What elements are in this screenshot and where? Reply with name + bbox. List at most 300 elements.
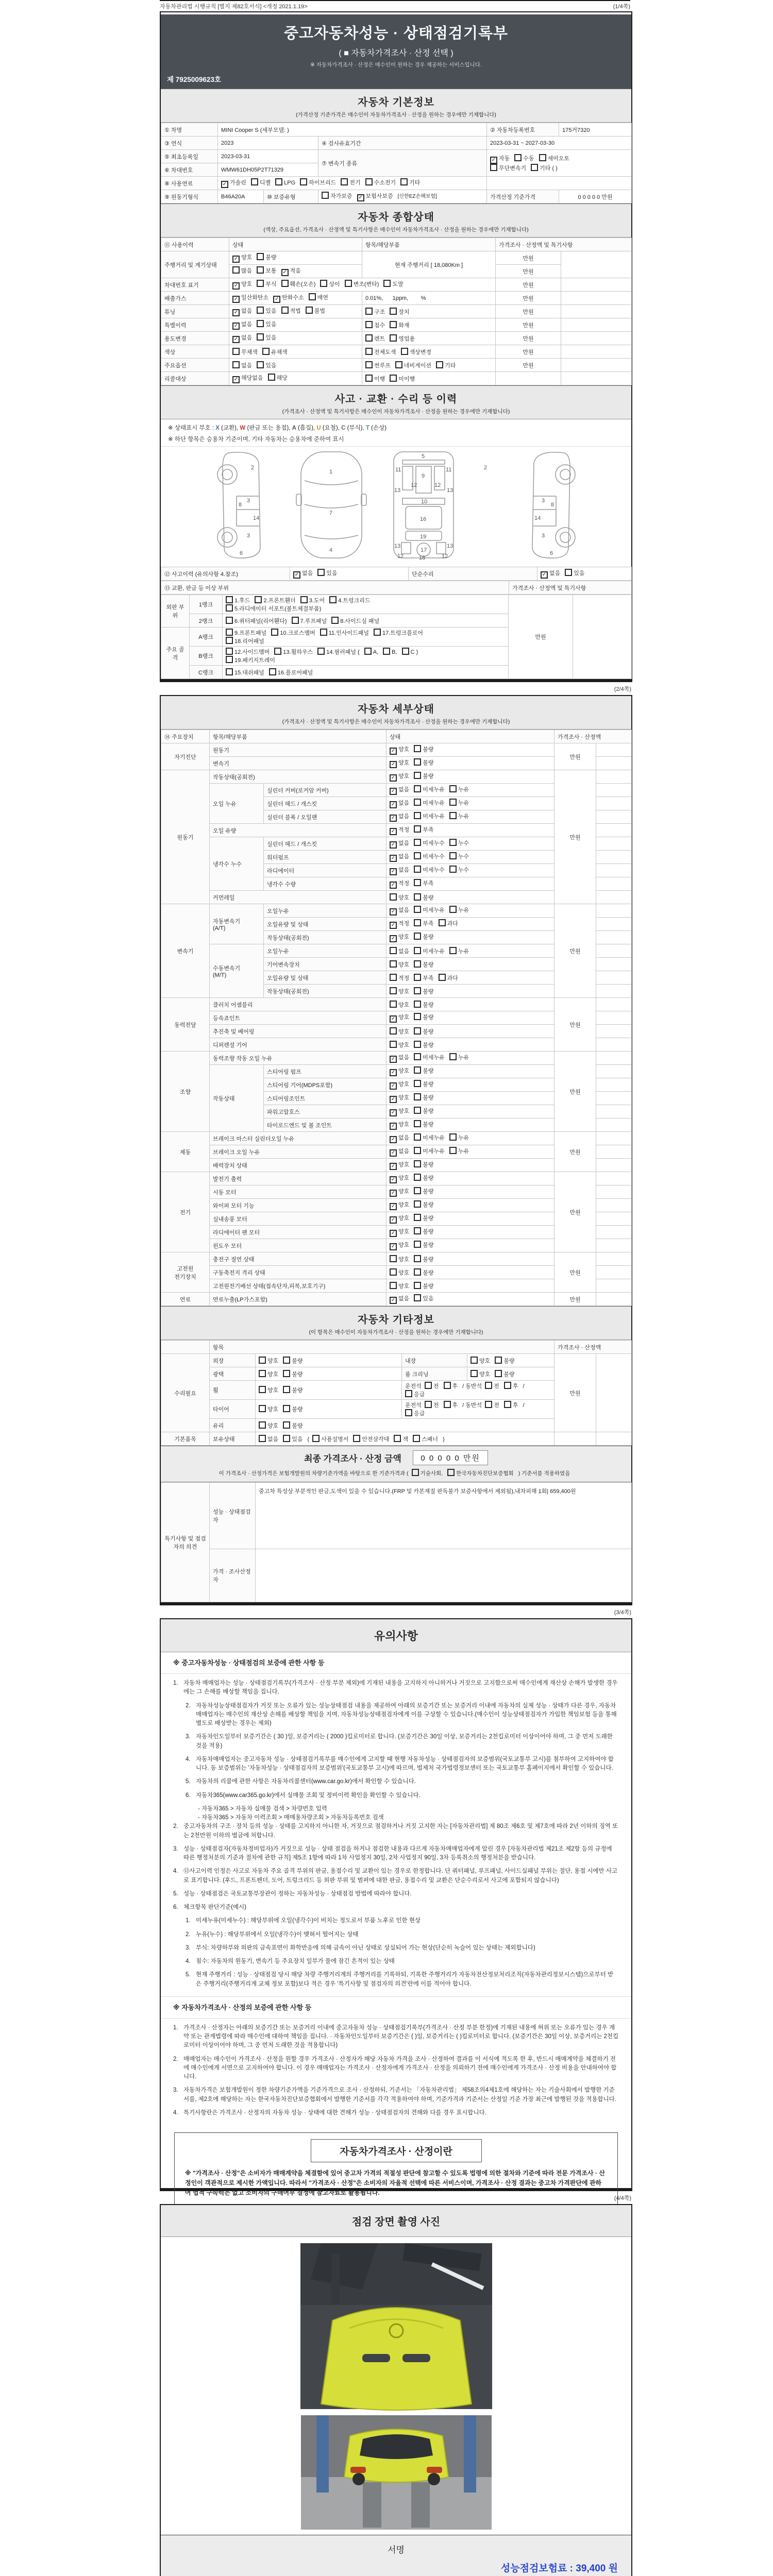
checkbox-checked-icon: ✓: [232, 336, 240, 343]
checkbox-label: 4.트렁크리드: [338, 598, 371, 604]
checkbox-icon: [268, 374, 275, 381]
checkbox-icon: [470, 1370, 478, 1377]
checkbox-icon: [414, 866, 421, 873]
checkbox-option: [414, 839, 445, 847]
checkbox-option: [232, 307, 252, 316]
etc-item-header: 항목: [210, 1341, 554, 1354]
table-row: [161, 238, 632, 251]
item-sub-label: 오일유량 및 상태: [264, 918, 386, 931]
item-sub-label: 오일누유: [264, 944, 386, 958]
legend-desc: (판금 또는 용접),: [245, 425, 292, 431]
checkbox-option: [414, 1160, 433, 1168]
check-group: [390, 1093, 439, 1103]
state-checks: [386, 864, 554, 877]
row-label: 리콜대상: [161, 372, 229, 385]
item-label: 추진축 및 베어링: [210, 1025, 386, 1038]
reg-no-value: 175거7320: [559, 123, 632, 137]
cell-text: /: [523, 1402, 525, 1409]
basic-info-table: [161, 123, 632, 204]
checkbox-icon: [283, 1370, 290, 1377]
checkbox-label: 9.프론트패널: [234, 630, 267, 636]
device-group-label: 자기진단: [161, 743, 210, 770]
overall-state-band: [161, 204, 631, 238]
checkbox-label: 수소전기: [374, 180, 396, 186]
checkbox-option: [390, 1147, 409, 1157]
checkbox-checked-icon: ✓: [390, 1163, 397, 1170]
group-price: 만원: [554, 904, 596, 998]
checkbox-option: [390, 825, 409, 835]
checkbox-label: 2.프론트휀더: [263, 598, 296, 604]
checkbox-icon: [414, 758, 421, 766]
row-state: [229, 372, 362, 385]
checkbox-label: 누유: [458, 1148, 469, 1155]
checkbox-option: [232, 374, 263, 383]
overall-state-table: [161, 238, 632, 385]
checkbox-label: 누유: [458, 1055, 469, 1061]
rank-label: 2랭크: [190, 614, 223, 628]
table-row: [161, 332, 632, 345]
checkbox-label: 양호: [241, 255, 253, 261]
row-state: [229, 318, 362, 332]
price-survey-select-line: ( ■ 자동차가격조사 · 산정 선택 ): [339, 49, 453, 58]
checkbox-option: [390, 321, 409, 329]
checkbox-label: 불량: [423, 1042, 434, 1048]
checkbox-option: [449, 785, 469, 793]
checkbox-option: [390, 1200, 409, 1210]
checkbox-option: [414, 987, 433, 995]
checkbox-icon: [414, 825, 421, 833]
spare-cell: [596, 877, 632, 891]
checkbox-icon: [390, 974, 397, 981]
checkbox-checked-icon: ✓: [357, 194, 364, 201]
checkbox-label: 7.루프패널: [300, 618, 327, 624]
checkbox-label: 없음: [398, 1135, 410, 1141]
checkbox-label: 미세누수: [423, 840, 445, 846]
check-group: [425, 1382, 462, 1390]
check-group: [365, 308, 414, 316]
spare-cell: [596, 931, 632, 944]
table-row: [161, 305, 632, 318]
section-box-4: [160, 2204, 632, 2576]
spare-cell: [573, 595, 632, 679]
cell-text: 0.01%, 1ppm, %: [365, 295, 426, 301]
checkbox-checked-icon: ✓: [541, 571, 548, 579]
checkbox-icon: [514, 154, 522, 161]
checkbox-label: 12.사이드멤버: [234, 649, 270, 655]
checkbox-option: [257, 307, 276, 315]
item-header: 항목/해당부품: [210, 730, 386, 743]
check-group: [405, 1390, 429, 1398]
checkbox-option: [390, 893, 409, 902]
checkbox-checked-icon: ✓: [390, 1015, 397, 1023]
row-label: 배출가스: [161, 292, 229, 305]
checkbox-icon: [490, 164, 497, 171]
checkbox-checked-icon: ✓: [390, 801, 397, 808]
checkbox-icon: [444, 1382, 451, 1389]
checkbox-icon: [300, 178, 307, 185]
checkbox-option: [262, 348, 288, 356]
notice-item: [186, 1917, 619, 1925]
group-price: 만원: [554, 1172, 596, 1252]
row-label: 차대번호 표기: [161, 278, 229, 292]
checkbox-label: 없음: [398, 814, 410, 820]
checkbox-option: [365, 361, 391, 369]
checkbox-option: [447, 1469, 514, 1477]
check-group: [226, 656, 280, 664]
notice-item-number: 4.: [186, 1958, 191, 1964]
svg-text:16: 16: [419, 516, 426, 522]
checkbox-option: [257, 333, 276, 342]
checkbox-option: [232, 361, 252, 369]
price-survey-note: ※ 자동차가격조사 · 산정은 매수인이 원하는 경우 제공하는 서비스입니다.: [310, 62, 482, 68]
svg-text:9: 9: [421, 473, 425, 479]
checkbox-icon: [331, 617, 339, 624]
checkbox-option: [257, 280, 276, 288]
checkbox-icon: [405, 1390, 412, 1397]
checkbox-option: [232, 280, 252, 290]
checkbox-icon: [259, 1421, 266, 1429]
checkbox-label: 양호: [241, 281, 253, 287]
vin-label: ⑥ 차대번호: [161, 163, 218, 177]
check-group: [232, 307, 281, 316]
checkbox-option: [390, 919, 409, 929]
svg-text:12: 12: [434, 482, 441, 488]
spare-cell: [596, 1065, 632, 1078]
basic-items-price: [554, 1432, 596, 1446]
spare-cell: [596, 1266, 632, 1279]
state-checks: [386, 1011, 554, 1025]
checkbox-option: [449, 1147, 469, 1155]
checkbox-label: 양호: [398, 1028, 410, 1035]
final-price-value: 0 0 0 0 0 만원: [413, 1450, 488, 1465]
notice-item-text: 자동차의 리콜에 관한 사항은 자동차리콜센터(www.car.go.kr)에서 확인할 수 있습니다.: [196, 1778, 416, 1785]
checkbox-option: [259, 1405, 278, 1413]
check-group: [259, 1357, 308, 1365]
checkbox-option: [402, 648, 418, 655]
checkbox-label: 부족: [423, 921, 434, 927]
checkbox-icon: [329, 596, 337, 603]
notice-item-number: 6.: [186, 1792, 191, 1799]
checkbox-icon: [414, 1187, 421, 1194]
checkbox-option: [306, 307, 325, 315]
rank-item-line: [226, 629, 505, 637]
opinion-author-label: 성능 · 상태점검자: [210, 1483, 256, 1549]
check-group: [390, 758, 439, 768]
simple-repair-label: 단순수리: [409, 567, 537, 581]
checkbox-label: 있음: [265, 321, 277, 328]
checkbox-label: 기타: [409, 180, 421, 186]
checkbox-icon: [414, 1227, 421, 1234]
checkbox-icon: [495, 1370, 502, 1377]
checkbox-icon: [232, 361, 240, 368]
checkbox-icon: [400, 178, 408, 185]
item-label: 와이퍼 모터 기능: [210, 1199, 386, 1212]
check-group: [365, 348, 436, 356]
checkbox-option: [514, 154, 534, 162]
spare-cell: [596, 1145, 632, 1159]
checkbox-icon: [425, 1382, 432, 1389]
checkbox-checked-icon: ✓: [390, 774, 397, 782]
check-group: [470, 1370, 519, 1378]
rank-label: 1랭크: [190, 595, 223, 614]
notice-item-number: 4.: [173, 1868, 178, 1875]
device-group-label: 변속기: [161, 904, 210, 998]
checkbox-option: [390, 1001, 409, 1009]
checkbox-label: 무채색: [241, 349, 258, 355]
svg-text:14: 14: [253, 515, 259, 521]
checkbox-checked-icon: ✓: [390, 761, 397, 768]
checkbox-option: [268, 374, 288, 382]
checkbox-icon: [226, 629, 233, 636]
rank-label: C랭크: [190, 666, 223, 679]
checkbox-label: 디젤: [259, 180, 271, 186]
checkbox-checked-icon: ✓: [390, 868, 397, 875]
svg-text:12: 12: [410, 482, 417, 488]
item-label: 작동상태(공회전): [210, 770, 386, 784]
checkbox-label: 불량: [423, 760, 434, 766]
checkbox-option: [449, 799, 469, 807]
signature-section: [161, 2535, 631, 2576]
checkbox-option: [365, 348, 396, 356]
checkbox-icon: [226, 648, 233, 655]
checkbox-icon: [439, 974, 446, 981]
checkbox-icon: [390, 308, 397, 315]
checkbox-label: 누유: [458, 907, 469, 913]
checkbox-checked-icon: ✓: [390, 1109, 397, 1116]
checkbox-label: 없음: [398, 840, 410, 846]
checkbox-option: [414, 933, 433, 941]
checkbox-label: 누유: [458, 948, 469, 955]
spare-cell: [596, 985, 632, 998]
item-label: 브레이크 마스터 실린더오일 누유: [210, 1132, 386, 1145]
etc-position-checks: [402, 1400, 554, 1419]
spare-cell: [596, 1092, 632, 1105]
price-header: 가격조사 · 산정액: [554, 730, 632, 743]
checkbox-option: [449, 906, 469, 914]
item-label: 변속기: [210, 757, 386, 770]
check-group: [226, 617, 384, 625]
checkbox-label: 불량: [265, 255, 277, 261]
notice-subitems: [173, 1702, 619, 1823]
checkbox-option: [405, 1409, 425, 1417]
checkbox-checked-icon: ✓: [390, 1096, 397, 1103]
checkbox-label: 있음: [292, 1436, 303, 1443]
checkbox-option: [414, 893, 433, 902]
notice-item-text: 체크항목 판단기준(예시): [183, 1904, 246, 1910]
item-label: 윈도우 모터: [210, 1239, 386, 1252]
etc-price: 만원: [554, 1354, 596, 1432]
checkbox-label: 없음: [398, 854, 410, 860]
final-price-note: [161, 1469, 631, 1477]
row-state: [229, 292, 362, 305]
checkbox-option: [425, 1401, 439, 1409]
checkbox-label: 후: [512, 1402, 518, 1409]
checkbox-label: 네비게이션: [404, 362, 432, 369]
row-state: [229, 359, 362, 372]
checkbox-label: 없음: [398, 800, 410, 806]
checkbox-label: 양호: [398, 1108, 410, 1114]
rank-items: [223, 647, 509, 666]
checkbox-label: 10.크로스멤버: [280, 630, 315, 636]
group-price: 만원: [554, 1293, 596, 1306]
state-checks: [386, 877, 554, 891]
check-group: [232, 280, 408, 290]
notice-item: [173, 1890, 619, 1899]
spare-cell: [596, 1159, 632, 1172]
row-state: [229, 345, 362, 359]
checkbox-checked-icon: ✓: [390, 1069, 397, 1076]
checkbox-label: 불량: [423, 1108, 434, 1114]
checkbox-icon: [449, 1133, 457, 1141]
checkbox-label: 1.후드: [234, 598, 250, 604]
notice-item-number: 1.: [173, 2024, 178, 2031]
state-checks: [386, 770, 554, 784]
checkbox-icon: [257, 333, 264, 341]
checkbox-label: 미이행: [398, 376, 415, 382]
checkbox-option: [394, 1435, 408, 1443]
checkbox-icon: [414, 933, 421, 940]
checkbox-checked-icon: ✓: [390, 1190, 397, 1197]
checkbox-icon: [251, 178, 258, 185]
checkbox-option: [414, 1053, 445, 1061]
spare-cell: [561, 345, 632, 359]
table-row: [161, 278, 632, 292]
checkbox-option: [414, 1200, 433, 1209]
checkbox-label: 양호: [398, 747, 410, 753]
group-price: 만원: [554, 1252, 596, 1293]
item-sub-label: 스티어링조인트: [264, 1092, 386, 1105]
part-group-label: 외판 부위: [161, 595, 190, 628]
spare-cell: [596, 1118, 632, 1132]
basic-items-sub-label: 보유상태: [210, 1432, 256, 1446]
checkbox-option: [449, 1133, 469, 1142]
price-survey-definition-title: 자동차가격조사 · 산정이란: [311, 2139, 482, 2162]
checkbox-label: 전: [433, 1383, 439, 1389]
checkbox-icon: [414, 1133, 421, 1141]
state-checks: [386, 918, 554, 931]
etc-info-band: [161, 1306, 631, 1340]
checkbox-label: 양호: [398, 1095, 410, 1101]
checkbox-checked-icon: ✓: [390, 1056, 397, 1063]
exchange-price-header: 가격조사 · 산정액 및 특기사항: [509, 581, 632, 595]
checkbox-icon: [414, 1147, 421, 1154]
checkbox-label: 양호: [267, 1371, 279, 1378]
notice-item-text: 자동차가격은 보험개발원이 정한 차량기준가액을 기준가격으로 조사 · 산정하되, 기준서는 「자동차관리법」 제58조의4제1호에 해당하는 자는 기술사회에서 발행한 기준서를, 제2호에 해당하는 자는 한국자동차진단보증협회에서 발행한 기준서를 각각 적용하여야 하며, 기준가격과 기준서는 산정일 기준 가장 최근에 발행된 것을 적용합니다.: [183, 2087, 617, 2103]
checkbox-label: 누수: [458, 854, 469, 860]
notice-item-text: 자동차인도일부터 보증기간은 ( 30 )일, 보증거리는 ( 2000 )킬로미터로 합니다. (보증기간은 30일 이상, 보증거리는 2천킬로미터 이상이어야 하며, 그 중 먼저 도래한 것을 적용): [196, 1734, 613, 1749]
photo-section-title: 점검 장면 촬영 사진: [161, 2205, 631, 2237]
legend-code: A: [292, 425, 296, 431]
checkbox-label: 적법: [290, 308, 301, 314]
spare-cell: [596, 797, 632, 810]
checkbox-icon: [414, 987, 421, 994]
state-checks: [386, 837, 554, 851]
checkbox-option: [365, 334, 385, 343]
row-price: 만원: [496, 359, 561, 372]
table-row: [161, 1052, 632, 1065]
checkbox-option: [390, 906, 409, 916]
checkbox-label: 적정: [398, 975, 410, 981]
checkbox-label: 양호: [479, 1371, 491, 1378]
checkbox-label: 불량: [423, 894, 434, 901]
checkbox-label: 양호: [398, 1068, 410, 1074]
checkbox-option: [390, 812, 409, 822]
spare-cell: [596, 1226, 632, 1239]
etc-row-label: 휠: [210, 1381, 256, 1400]
checkbox-label: 양호: [398, 1175, 410, 1181]
checkbox-label: 없음: [398, 948, 410, 955]
checkbox-option: [283, 1421, 303, 1430]
price-survey-definition-text: ※ "가격조사 · 산정"은 소비자가 매매계약을 체결함에 있어 중고차 가격의 적절성 판단에 참고할 수 있도록 법령에 의한 절차와 기준에 따라 전문 가격조사 · 산정인이 객관적으로 제시한 가액입니다. 따라서 "가격조사 · 산정"은 소비자의 자율적 선택에 따른 서비스이며, 가격조사 · 산정 결과는 중고차 가격판단에 관하여 법적 구속력은 없고 소비자의 구매여부 결정에 참고자료로 활용됩니다.: [185, 2170, 605, 2197]
notice-item-number: 4.: [173, 2109, 178, 2116]
item-sub-group: 오일 누유: [210, 784, 264, 824]
opinion-author-label: 가격 · 조사산정자: [210, 1549, 256, 1602]
checkbox-icon: [390, 987, 397, 994]
checkbox-option: [504, 1401, 518, 1409]
legend-desc: (흠집),: [296, 425, 317, 431]
checkbox-checked-icon: ✓: [232, 323, 240, 330]
state-checks: [386, 958, 554, 971]
checkbox-label: 미세누유: [423, 787, 445, 793]
checkbox-label: 누유: [458, 800, 469, 806]
check-group: [541, 569, 590, 579]
checkbox-label: 구조: [374, 309, 385, 315]
notice-item: [186, 1777, 619, 1786]
checkbox-option: [449, 812, 469, 820]
etc-row-label: 광택: [210, 1367, 256, 1381]
check-group: [312, 1435, 443, 1443]
checkbox-option: [390, 1093, 409, 1103]
rank-price: 만원: [509, 595, 573, 679]
checkbox-label: 도말: [392, 281, 404, 287]
checkbox-label: 미세누유: [423, 948, 445, 955]
check-group: [390, 947, 474, 955]
state-header: 상태: [386, 730, 554, 743]
notice-item: [173, 2086, 619, 2104]
checkbox-option: [414, 1282, 433, 1290]
rank-item-line: [226, 668, 505, 676]
checkbox-icon: [565, 569, 572, 576]
checkbox-checked-icon: ✓: [390, 882, 397, 889]
state-checks: [386, 797, 554, 810]
checkbox-icon: [414, 812, 421, 819]
table-row: [161, 251, 632, 265]
checkbox-icon: [390, 1255, 397, 1262]
row-price: 만원: [496, 345, 561, 359]
checkbox-icon: [306, 307, 313, 314]
checkbox-icon: [300, 596, 308, 603]
check-group: [390, 852, 474, 862]
check-group: [226, 629, 428, 637]
check-group: [390, 987, 439, 995]
checkbox-label: 잭: [402, 1436, 409, 1443]
vin-value: WMW61DH05P2T71329: [218, 163, 318, 177]
checkbox-icon: [365, 178, 373, 185]
svg-text:13: 13: [446, 487, 453, 494]
rank-items: [223, 595, 509, 614]
checkbox-checked-icon: ✓: [390, 935, 397, 942]
check-group: [390, 1066, 439, 1076]
first-reg-label: ⑤ 최초등록일: [161, 150, 218, 163]
cell-text: ): [443, 1436, 445, 1443]
item-label: 등속죠인트: [210, 1011, 386, 1025]
svg-text:3: 3: [541, 498, 545, 504]
svg-text:11: 11: [395, 467, 401, 473]
etc-info-subtitle: (이 항목은 매수인이 자동차가격조사 · 산정을 원하는 경우에만 기재합니다): [309, 1329, 483, 1335]
checkbox-option: [390, 1241, 409, 1250]
checkbox-icon: [414, 960, 421, 968]
state-checks: [386, 1199, 554, 1212]
